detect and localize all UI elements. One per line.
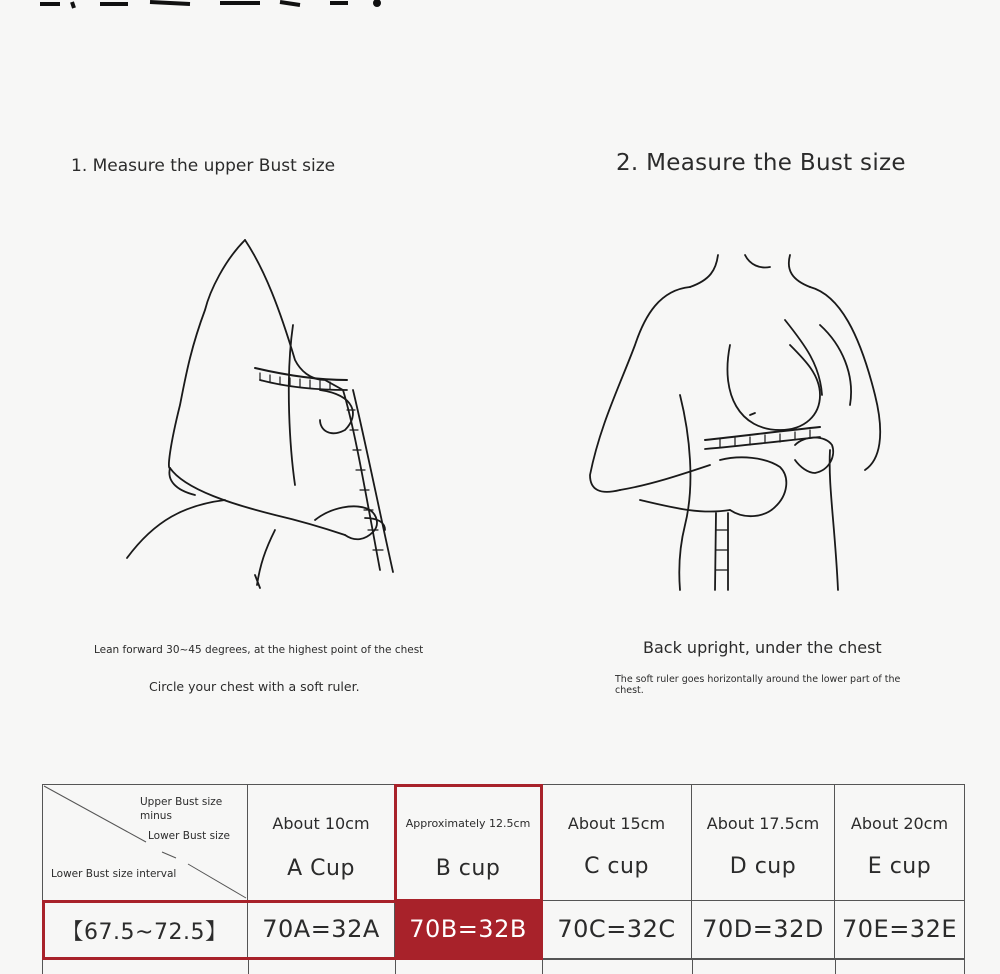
table-grid-line xyxy=(248,959,249,974)
column-difference: Approximately 12.5cm xyxy=(405,817,531,830)
highlight-row-frame xyxy=(42,900,543,960)
table-grid-line xyxy=(395,959,396,974)
column-cup: B cup xyxy=(435,856,501,881)
column-header-a xyxy=(248,784,395,901)
corner-lower-label: Lower Bust size xyxy=(148,830,230,842)
cup-size-table xyxy=(42,784,965,974)
size-value: 70D=32D xyxy=(702,915,824,943)
table-corner-cell xyxy=(42,784,248,901)
highlight-column-b-header xyxy=(394,784,543,902)
corner-interval-label: Lower Bust size interval xyxy=(51,868,177,880)
column-header-e xyxy=(835,784,965,901)
table-cell xyxy=(692,901,835,959)
size-value: 70B=32B xyxy=(409,915,527,943)
step2-note-secondary: The soft ruler goes horizontally around the lower part of the chest. xyxy=(615,674,901,696)
step1-note-primary: Lean forward 30~45 degrees, at the highest point of the chest xyxy=(94,644,424,656)
column-difference: About 17.5cm xyxy=(706,814,820,833)
size-value: 70A=32A xyxy=(262,915,380,943)
step1-note-secondary: Circle your chest with a soft ruler. xyxy=(149,679,360,694)
corner-minus-label: minus xyxy=(140,810,172,822)
table-grid-line xyxy=(542,959,543,974)
cropped-heading-strokes xyxy=(0,0,1000,12)
step1-title: 1. Measure the upper Bust size xyxy=(71,156,336,176)
column-cup: E cup xyxy=(867,854,932,879)
column-cup: C cup xyxy=(584,854,649,879)
column-cup: D cup xyxy=(729,854,797,879)
step2-note-primary: Back upright, under the chest xyxy=(643,638,882,657)
upper-bust-measure-illustration xyxy=(115,230,415,600)
column-header-d xyxy=(692,784,835,901)
table-cell xyxy=(835,901,965,959)
bust-measure-illustration xyxy=(580,245,890,600)
column-cup: A Cup xyxy=(287,856,355,881)
column-header-c xyxy=(542,784,692,901)
row-interval-value: 【67.5~72.5】 xyxy=(61,920,228,945)
table-grid-line xyxy=(835,959,836,974)
table-cell xyxy=(542,901,692,959)
corner-upper-label: Upper Bust size xyxy=(140,796,223,808)
column-difference: About 20cm xyxy=(850,814,949,833)
column-difference: About 15cm xyxy=(567,814,666,833)
size-value: 70C=32C xyxy=(557,915,676,943)
size-value: 70E=32E xyxy=(841,915,957,943)
step2-title: 2. Measure the Bust size xyxy=(616,150,906,176)
table-grid-line xyxy=(692,959,693,974)
column-difference: About 10cm xyxy=(272,814,370,833)
